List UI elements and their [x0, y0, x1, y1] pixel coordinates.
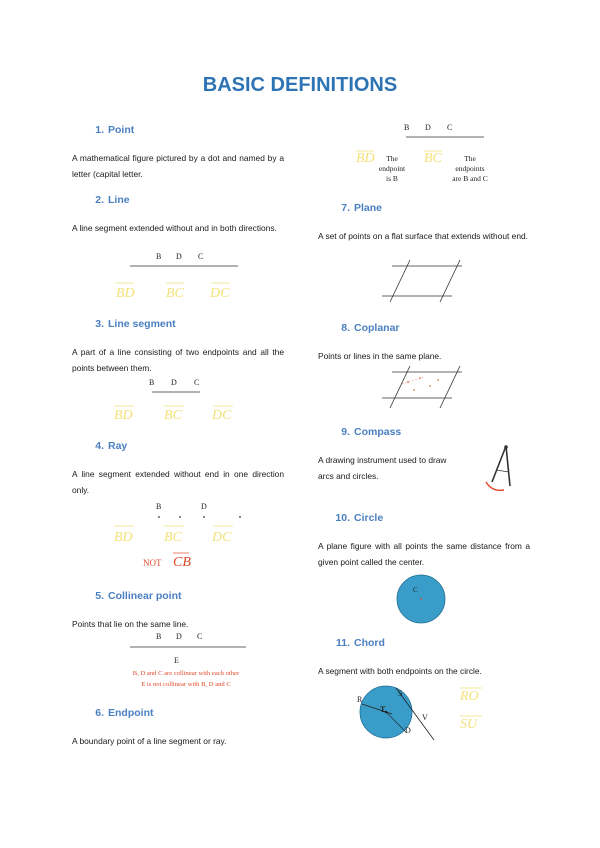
ray-definition: A line segment extended without end in one direction only.	[72, 469, 284, 495]
heading-plane: 7. Plane	[341, 202, 383, 214]
collinear-definition: Points that lie on the same line.	[72, 619, 189, 629]
seg-dc: DC	[210, 286, 230, 301]
label-e: E	[174, 656, 179, 665]
collinear-note-1: B, D and C are collinear with each other	[132, 670, 240, 677]
coplanar-definition: Points or lines in the same plane.	[318, 351, 442, 361]
svg-text:D: D	[405, 726, 411, 735]
heading-ray: 4. Ray	[95, 440, 128, 452]
seg-bc: BC	[166, 286, 184, 301]
seg-bc: BC	[164, 530, 182, 545]
label-c: C	[447, 123, 453, 132]
segment-definition: A part of a line consisting of two endpoints and all the points between them.	[72, 347, 284, 373]
point-definition: A mathematical figure pictured by a dot and named by a letter (capital letter.	[72, 153, 284, 179]
compass-definition-1: A drawing instrument used to draw	[318, 455, 447, 465]
svg-text:endpoint: endpoint	[378, 164, 406, 173]
label-b: B	[156, 632, 162, 641]
seg-bc: BC	[424, 151, 442, 166]
chord-figure	[356, 682, 496, 744]
label-d: D	[171, 378, 177, 387]
seg-bd: BD	[116, 286, 135, 301]
heading-compass: 9. Compass	[341, 426, 402, 438]
label-d: D	[176, 252, 182, 261]
seg-su: SU	[460, 717, 478, 732]
chord-definition: A segment with both endpoints on the circle.	[318, 666, 482, 676]
endpoint-figure	[352, 120, 512, 190]
label-b: B	[156, 502, 162, 511]
svg-text:endpoints: endpoints	[455, 164, 485, 173]
endpoint-definition: A boundary point of a line segment or ray.	[72, 736, 227, 746]
page-title: BASIC DEFINITIONS	[202, 74, 398, 96]
svg-text:R: R	[357, 695, 363, 704]
label-d: D	[201, 502, 207, 511]
label-d: D	[425, 123, 431, 132]
line-figure	[116, 250, 250, 302]
svg-text:The: The	[464, 154, 476, 163]
compass-icon	[484, 442, 518, 494]
seg-dc: DC	[212, 408, 232, 423]
label-c: C	[198, 252, 204, 261]
heading-line: 2. Line	[95, 194, 130, 206]
not-label: NOT	[143, 558, 162, 568]
seg-bd: BD	[114, 530, 133, 545]
coplanar-figure	[380, 364, 470, 412]
seg-bd: BD	[114, 408, 133, 423]
label-c: C	[197, 632, 203, 641]
collinear-note-2: E is not collinear with B, D and C	[141, 681, 231, 688]
seg-ro: RO	[460, 689, 479, 704]
plane-figure	[380, 258, 470, 306]
svg-text:V: V	[422, 713, 428, 722]
heading-endpoint: 6. Endpoint	[95, 707, 154, 719]
svg-text:T: T	[380, 705, 386, 714]
svg-text:are B and C: are B and C	[452, 174, 488, 183]
seg-bc: BC	[164, 408, 182, 423]
heading-segment: 3. Line segment	[95, 318, 176, 330]
heading-point: 1. Point	[95, 124, 135, 136]
circle-definition: A plane figure with all points the same distance from a given point called the center.	[318, 541, 530, 567]
seg-bd: BD	[356, 151, 375, 166]
svg-text:The: The	[386, 154, 398, 163]
svg-text:is B: is B	[386, 174, 398, 183]
label-b: B	[156, 252, 162, 261]
circle-center-label: C	[413, 586, 418, 594]
heading-collinear: 5. Collinear point	[95, 590, 182, 602]
svg-text:S: S	[398, 689, 403, 698]
seg-cb: CB	[173, 555, 191, 570]
ray-figure	[112, 500, 252, 572]
heading-chord: 11. Chord	[335, 637, 385, 649]
label-c: C	[194, 378, 200, 387]
line-definition: A line segment extended without and in both directions.	[72, 223, 277, 233]
heading-coplanar: 8. Coplanar	[341, 322, 400, 334]
compass-definition-2: arcs and circles.	[318, 471, 379, 481]
label-d: D	[176, 632, 182, 641]
circle-figure	[395, 574, 447, 624]
label-b: B	[404, 123, 410, 132]
heading-circle: 10. Circle	[335, 512, 384, 524]
collinear-figure	[106, 630, 266, 692]
label-b: B	[149, 378, 155, 387]
plane-definition: A set of points on a flat surface that extends without end.	[318, 231, 528, 241]
segment-figure	[112, 375, 252, 425]
seg-dc: DC	[212, 530, 232, 545]
